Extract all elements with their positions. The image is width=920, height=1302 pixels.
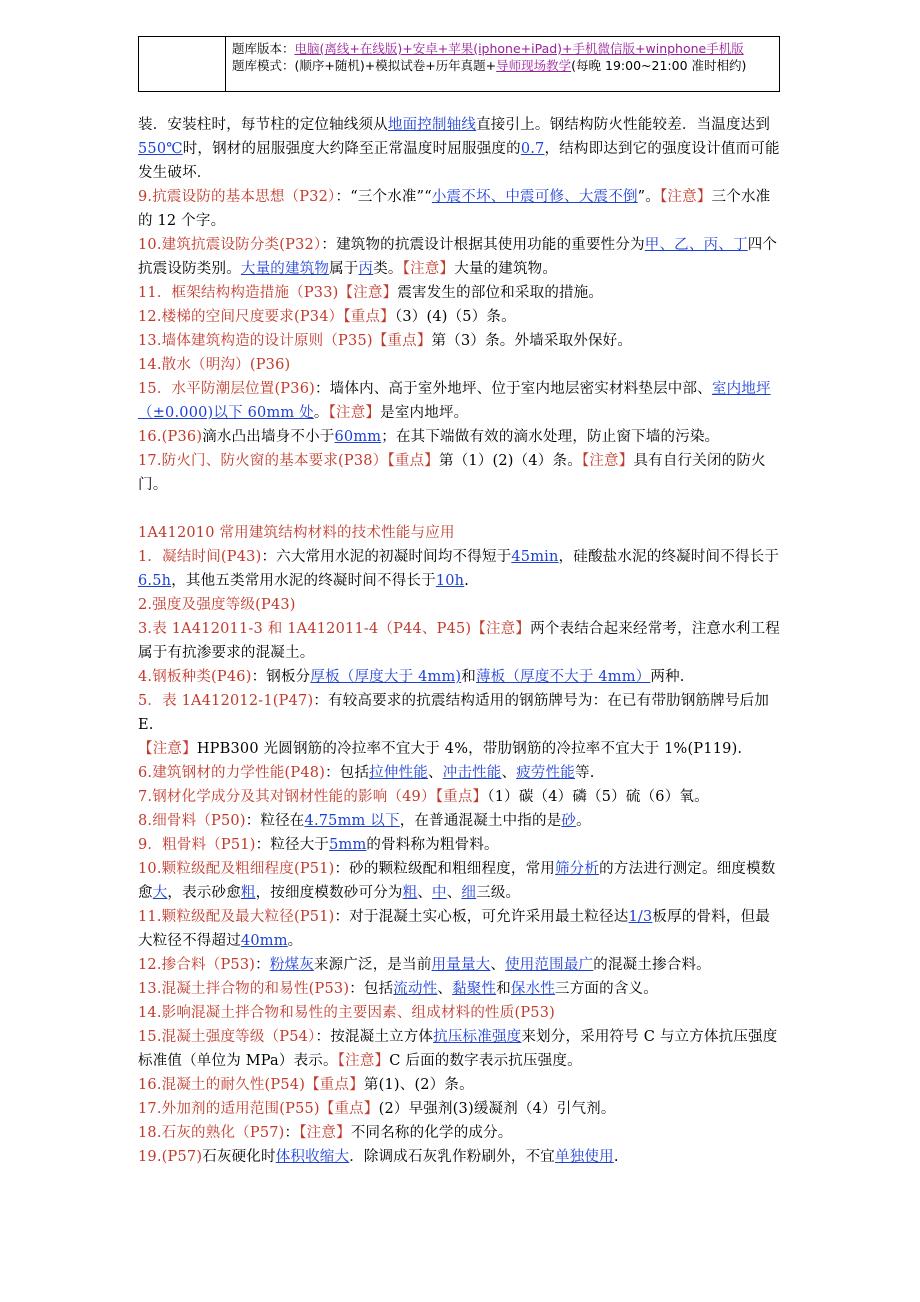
text: ，其他五类常用水泥的终凝时间不得长于 (171, 573, 436, 589)
text: 滴水凸出墙身不小于 (202, 429, 335, 445)
item-heading: 18.石灰的熟化（P57) (138, 1125, 285, 1141)
text: 来划分，采用符号 C 与立方体抗压强度标准值（单位为 MPa）表示。 (138, 1029, 778, 1069)
mode-label: 题库模式：(顺序+随机)+模拟试卷+历年真题+ (232, 58, 497, 73)
underlined-term: 4.75mm 以下 (304, 813, 400, 829)
item-q5 (138, 689, 782, 737)
underlined-term: 小震不坏、中震可修、大震不倒 (431, 189, 638, 205)
text: 石灰硬化时 (202, 1149, 276, 1165)
underlined-term: 抗压标准强度 (433, 1029, 522, 1045)
underlined-term: 6.5h (138, 573, 172, 589)
underlined-term: 丙 (358, 261, 374, 277)
text: ：墙体内、高于室外地坪、位于室内地层密实材料垫层中部、 (314, 381, 712, 397)
item-11 (138, 281, 782, 305)
header-version-line (232, 40, 779, 57)
item-heading: 16.(P36) (138, 429, 203, 445)
item-heading: 11．框架结构构造措施（P33) (138, 285, 339, 301)
text: 的方法进行测定。细度模数愈 (138, 861, 776, 901)
note-tag: 【注意】 (659, 189, 712, 205)
blank-line (138, 497, 782, 521)
underlined-term: 流动性 (393, 981, 438, 997)
underlined-term: 用量量大 (431, 957, 491, 973)
text: 四个抗震设防类别。 (138, 237, 778, 277)
item-q7 (138, 785, 782, 809)
question-bank-header-table (138, 36, 780, 92)
text: 来源广泛，是当前 (313, 957, 432, 973)
key-point-tag: 【重点】 (305, 1077, 364, 1093)
underlined-term: 室内地坪（±0.000)以下 60mm 处 (138, 381, 771, 421)
item-heading: 6.建筑钢材的力学性能(P48) (138, 765, 326, 781)
section-title: 1A412010 常用建筑结构材料的技术性能与应用 (138, 525, 455, 541)
item-heading: 12.楼梯的空间尺度要求(P34） (138, 309, 344, 325)
text: ：建筑物的抗震设计根据其使用功能的重要性分为 (321, 237, 645, 253)
text: ，表示砂愈 (167, 885, 241, 901)
underlined-term: 拉伸性能 (369, 765, 428, 781)
text: （1）碳（4）磷（5）硫（6）氧。 (487, 789, 709, 805)
key-point-tag: 【重点】 (387, 453, 439, 469)
item-heading: 7.钢材化学成分及其对钢材性能的影响（49） (138, 789, 436, 805)
item-9 (138, 185, 782, 233)
underlined-term: 冲击性能 (442, 765, 502, 781)
item-17 (138, 449, 782, 497)
text: 。 (287, 933, 303, 949)
text: 属于 (329, 261, 359, 277)
key-point-tag: 【重点】 (372, 333, 432, 349)
item-q18 (138, 1121, 782, 1145)
text: C 后面的数字表示抗压强度。 (389, 1053, 582, 1069)
underlined-term: 细 (461, 885, 477, 901)
item-heading: 15.混凝土强度等级（P54） (138, 1029, 316, 1045)
underlined-term: 地面控制轴线 (387, 117, 477, 133)
text: 装．安装柱时，每节柱的定位轴线须从 (138, 117, 388, 133)
item-q1 (138, 545, 782, 593)
item-q19 (138, 1145, 782, 1169)
text: ”。 (637, 189, 660, 205)
text: ： (284, 1125, 300, 1141)
item-q5-note (138, 737, 782, 761)
underlined-term: 550℃ (138, 141, 183, 157)
item-heading: 13.墙体建筑构造的设计原则（P35) (138, 333, 373, 349)
text: 。 (576, 813, 591, 829)
underlined-term: 0.7 (520, 141, 545, 157)
item-heading: 17.外加剂的适用范围(P55) (138, 1101, 320, 1117)
text: ：包括 (325, 765, 370, 781)
underlined-term: 10h (435, 573, 465, 589)
item-heading: 12.掺合料（P53) (138, 957, 256, 973)
note-tag: 【注意】 (337, 1053, 390, 1069)
text: 类。 (373, 261, 403, 277)
item-heading: 10.建筑抗震设防分类(P32） (138, 237, 322, 253)
text: 震害发生的部位和采取的措施。 (397, 285, 604, 301)
text: ：对于混凝土实心板，可允许采用最土粒径达 (334, 909, 629, 925)
schedule-text: (每晚 19:00~21:00 准时相约) (571, 58, 747, 73)
text: 时，钢材的屈服强度大约降至正常温度时屈服强度的 (182, 141, 521, 157)
text: 是室内地坪。 (380, 405, 469, 421)
item-heading: 5．表 1A412012-1(P47) (138, 693, 314, 709)
version-link[interactable]: 电脑(离线+在线版)+安卓+苹果(iphone+iPad)+手机微信版+winphone手机版 (294, 41, 744, 56)
item-q15 (138, 1025, 782, 1073)
note-tag: 【注意】 (299, 1125, 351, 1141)
header-info-cell (226, 37, 779, 91)
item-heading: 16.混凝土的耐久性(P54) (138, 1077, 306, 1093)
text: ：包括 (349, 981, 394, 997)
text: ，在普通混凝土中指的是 (399, 813, 562, 829)
underlined-term: 40mm (240, 933, 288, 949)
text: ，结构即达到它的强度设计值而可能发生破坏． (138, 141, 780, 181)
text: (2）早强剂(3)缓凝剂（4）引气剂。 (378, 1101, 616, 1117)
note-tag: 【注意】 (328, 405, 381, 421)
item-heading: 2.强度及强度等级(P43) (138, 597, 296, 613)
text: 等. (575, 765, 595, 781)
item-q14 (138, 1001, 782, 1025)
text: 不同名称的化学的成分。 (350, 1125, 513, 1141)
note-tag: 【注意】 (138, 741, 197, 757)
text: . (464, 573, 470, 589)
header-empty-cell (139, 37, 226, 91)
item-heading: 9．粗骨料（P51) (138, 837, 256, 853)
text: 、 (446, 885, 462, 901)
text: ： (255, 957, 270, 973)
text: 的混凝土掺合料。 (593, 957, 711, 973)
note-tag: 【注意】 (581, 453, 634, 469)
item-q9 (138, 833, 782, 857)
underlined-term: 使用范围最广 (505, 957, 594, 973)
text: ：砂的颗粒级配和粗细程度，常用 (334, 861, 555, 877)
item-q4 (138, 665, 782, 689)
underlined-term: 保水性 (510, 981, 556, 997)
text: 三个水准的 12 个字。 (138, 189, 771, 229)
key-point-tag: 【重点】 (435, 789, 488, 805)
item-q3 (138, 617, 782, 665)
item-16 (138, 425, 782, 449)
item-q8 (138, 809, 782, 833)
underlined-term: 黏聚性 (452, 981, 497, 997)
underlined-term: 45min (511, 549, 559, 565)
header-mode-line (232, 57, 779, 74)
text: 第(1)、(2）条。 (363, 1077, 474, 1093)
text: 第（3）条。外墙采取外保好。 (431, 333, 633, 349)
text: ：粒径大于 (255, 837, 330, 853)
text: 大量的建筑物。 (454, 261, 558, 277)
version-label: 题库版本： (232, 41, 295, 56)
item-q12 (138, 953, 782, 977)
item-10 (138, 233, 782, 281)
text: 、 (417, 885, 433, 901)
text: ．除调成石灰乳作粉刷外，不宜 (349, 1149, 555, 1165)
underlined-term: 砂 (561, 813, 577, 829)
text: ：有较高要求的抗震结构适用的钢筋牌号为：在已有带肋钢筋牌号后加 E. (138, 693, 770, 733)
underlined-term: 筛分析 (554, 861, 600, 877)
underlined-term: 薄板（厚度不大于 4mm） (475, 669, 651, 685)
note-tag: 【注意】 (471, 621, 531, 637)
text: 两种. (650, 669, 685, 685)
text: 三级。 (476, 885, 521, 901)
item-15 (138, 377, 782, 425)
underlined-term: 粉煤灰 (269, 957, 314, 973)
underlined-term: 粗 (402, 885, 418, 901)
item-14 (138, 353, 782, 377)
item-heading: 15．水平防潮层位置(P36) (138, 381, 315, 397)
text: 、 (501, 765, 517, 781)
text: . (613, 1149, 619, 1165)
item-heading: 1．凝结时间(P43) (138, 549, 262, 565)
text: HPB300 光圆钢筋的冷拉率不宜大于 4%，带肋钢筋的冷拉率不宜大于 1%(P119). (196, 741, 743, 757)
underlined-term: 中 (432, 885, 447, 901)
underlined-term: 疲劳性能 (516, 765, 576, 781)
underlined-term: 大 (152, 885, 168, 901)
text: 、 (490, 957, 506, 973)
item-q13 (138, 977, 782, 1001)
underlined-term: 60mm (334, 429, 382, 445)
text: ：“三个水准”“ (335, 189, 432, 205)
text: ：钢板分 (251, 669, 311, 685)
document-body (138, 113, 782, 1169)
note-tag: 【注意】 (338, 285, 398, 301)
item-heading: 3.表 1A412011-3 和 1A412011-4（P44、P45) (138, 621, 472, 637)
item-heading: 17.防火门、防火窗的基本要求(P38） (138, 453, 388, 469)
paragraph-steel-structure (138, 113, 782, 185)
text: ：六大常用水泥的初凝时间均不得短于 (261, 549, 512, 565)
item-q17 (138, 1097, 782, 1121)
note-tag: 【注意】 (402, 261, 455, 277)
text: 、 (437, 981, 453, 997)
text: 和 (461, 669, 476, 685)
underlined-term: 厚板（厚度大于 4mm) (310, 669, 462, 685)
text: ，按细度模数砂可分为 (255, 885, 403, 901)
text: 板厚的骨料，但最大粒径不得超过 (138, 909, 771, 949)
item-heading: 9.抗震设防的基本思想（P32） (138, 189, 336, 205)
underlined-term: 大量的建筑物 (240, 261, 330, 277)
item-heading: 11.颗粒级配及最大粒径(P51) (138, 909, 335, 925)
text: 直接引上。钢结构防火性能较差．当温度达到 (476, 117, 771, 133)
item-heading: 19.(P57) (138, 1149, 203, 1165)
underlined-term: 1/3 (628, 909, 653, 925)
item-heading: 10.颗粒级配及粗细程度(P51) (138, 861, 335, 877)
item-heading: 14.影响混凝土拌合物和易性的主要因素、组成材料的性质(P53) (138, 1005, 555, 1021)
item-heading: 8.细骨料（P50) (138, 813, 246, 829)
item-q2 (138, 593, 782, 617)
text: 第（1）(2)（4）条。 (439, 453, 582, 469)
underlined-term: 单独使用 (555, 1149, 614, 1165)
item-heading: 13.混凝土拌合物的和易性(P53) (138, 981, 350, 997)
text: 、 (427, 765, 443, 781)
key-point-tag: 【重点】 (319, 1101, 379, 1117)
underlined-term: 体积收缩大 (275, 1149, 350, 1165)
text: ；在其下端做有效的滴水处理，防止窗下墙的污染。 (381, 429, 720, 445)
underlined-term: 5mm (329, 837, 367, 853)
text: ：粒径在 (245, 813, 305, 829)
text: 。 (313, 405, 329, 421)
text: 两个表结合起来经常考，注意水利工程属于有抗渗要求的混凝土。 (138, 621, 780, 661)
text: 具有自行关闭的防火门。 (138, 453, 766, 493)
tutor-teaching-link[interactable]: 导师现场教学 (496, 58, 572, 73)
item-q10 (138, 857, 782, 905)
text: （3）(4)（5）条。 (394, 309, 516, 325)
item-q16 (138, 1073, 782, 1097)
text: 和 (496, 981, 511, 997)
underlined-term: 甲、乙、丙、丁 (644, 237, 748, 253)
text: 三方面的含义。 (555, 981, 658, 997)
text: 的骨料称为粗骨料。 (366, 837, 499, 853)
item-heading: 4.钢板种类(P46) (138, 669, 252, 685)
item-q11 (138, 905, 782, 953)
underlined-term: 粗 (240, 885, 256, 901)
item-q6 (138, 761, 782, 785)
item-13 (138, 329, 782, 353)
text: ，硅酸盐水泥的终凝时间不得长于 (558, 549, 780, 565)
key-point-tag: 【重点】 (343, 309, 395, 325)
item-12 (138, 305, 782, 329)
text: ：按混凝土立方体 (315, 1029, 434, 1045)
item-heading: 14.散水（明沟）(P36) (138, 357, 291, 373)
